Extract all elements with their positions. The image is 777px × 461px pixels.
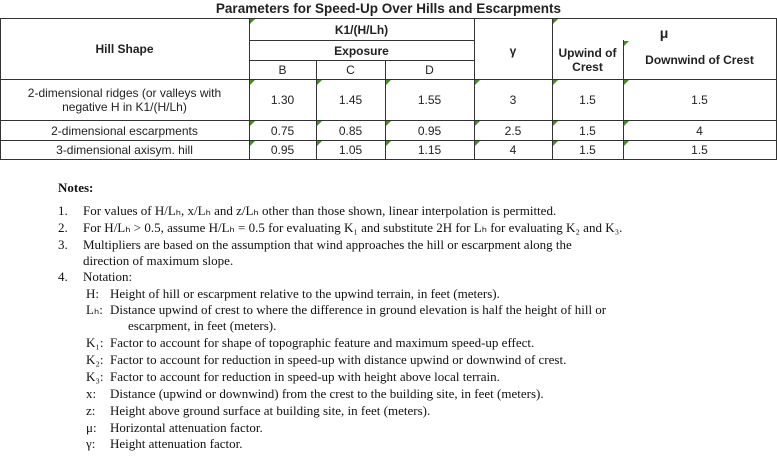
notation-text: Height of hill or escarpment relative to the upwind terrain, in feet (meters). (110, 286, 500, 301)
row-3-d: 1.15 (417, 143, 442, 157)
notation-symbol: z: (86, 403, 96, 418)
note-text: Notation: (83, 269, 133, 284)
notation-symbol: γ: (86, 436, 96, 451)
cell-marker (624, 141, 629, 146)
cell-marker (553, 121, 558, 126)
table-title: Parameters for Speed-Up Over Hills and Escarpments (215, 1, 562, 16)
cell-marker (250, 19, 255, 24)
upwind-header: Upwind of Crest (558, 46, 617, 74)
row-3-c: 1.05 (338, 143, 363, 157)
notation-symbol: Lₕ: (86, 302, 103, 317)
notation-text: Distance upwind of crest to where the difference in ground elevation is half the height of hill or (110, 302, 607, 317)
cell-marker (624, 41, 629, 46)
row-3-shape: 3-dimensional axisym. hill (56, 143, 193, 157)
speed-up-table (0, 0, 777, 160)
row-1-c: 1.45 (338, 93, 363, 107)
cell-marker (624, 80, 629, 85)
note-text: Multipliers are based on the assumption that wind approaches the hill or escarpment along the (83, 237, 572, 252)
notation-text: Height attenuation factor. (110, 436, 243, 451)
row-3-downwind: 1.5 (691, 143, 708, 157)
notation-symbol: K₃: (86, 369, 104, 384)
cell-marker (250, 121, 255, 126)
cell-marker (624, 121, 629, 126)
cell-marker (475, 121, 480, 126)
row-2-c: 0.85 (338, 123, 363, 138)
notation-symbol: H: (86, 286, 99, 301)
cell-marker (553, 19, 558, 24)
notation-symbol: K₁: (86, 335, 104, 350)
row-2-shape: 2-dimensional escarpments (51, 123, 198, 138)
note-text: direction of maximum slope. (83, 253, 234, 268)
exposure-header: Exposure (334, 43, 389, 58)
cell-marker (475, 141, 480, 146)
row-1-shape: 2-dimensional ridges (or valleys with negative H in K1/(H/Lh) (27, 86, 222, 114)
cell-marker (386, 121, 391, 126)
notation-text: escarpment, in feet (meters). (128, 318, 277, 333)
cell-marker (553, 80, 558, 85)
note-number: 4. (58, 269, 68, 284)
note-number: 1. (58, 203, 68, 218)
notation-text: Distance (upwind or downwind) from the crest to the building site, in feet (meters). (110, 386, 544, 401)
note-text: For values of H/Lₕ, x/Lₕ and z/Lₕ other than those shown, linear interpolation is permitted. (83, 203, 557, 218)
notes-heading: Notes: (58, 180, 94, 195)
cell-marker (386, 141, 391, 146)
exposure-b-header: B (278, 63, 287, 77)
notation-text: Factor to account for reduction in speed-up with distance upwind or downwind of crest. (110, 352, 567, 367)
notation-text: Height above ground surface at building site, in feet (meters). (110, 403, 431, 418)
row-1-d: 1.55 (417, 93, 442, 107)
k1-header: K1/(H/Lh) (334, 22, 389, 37)
note-number: 3. (58, 237, 68, 252)
row-2-b: 0.75 (270, 123, 295, 138)
exposure-c-header: C (346, 63, 355, 77)
notation-symbol: x: (86, 386, 97, 401)
downwind-header: Downwind of Crest (645, 53, 754, 67)
mu-header: μ (659, 24, 669, 41)
row-2-upwind: 1.5 (579, 123, 596, 138)
row-3-b: 0.95 (270, 143, 295, 157)
hill-shape-header: Hill Shape (95, 42, 154, 56)
exposure-d-header: D (425, 63, 434, 77)
row-1-gamma: 3 (509, 93, 517, 107)
note-number: 2. (58, 220, 68, 235)
cell-marker (250, 141, 255, 146)
row-1-upwind: 1.5 (579, 93, 596, 107)
cell-marker (317, 141, 322, 146)
cell-marker (553, 141, 558, 146)
notation-symbol: K₂: (86, 352, 104, 367)
notation-text: Factor to account for shape of topographic feature and maximum speed-up effect. (110, 335, 535, 350)
note-text: For H/Lₕ > 0.5, assume H/Lₕ = 0.5 for evaluating K₁ and substitute 2H for Lₕ for evaluating K₂ and K₃. (83, 220, 623, 235)
cell-marker (250, 80, 255, 85)
cell-marker (317, 80, 322, 85)
row-3-upwind: 1.5 (579, 143, 596, 157)
notation-text: Factor to account for reduction in speed-up with height above local terrain. (110, 369, 500, 384)
cell-marker (475, 80, 480, 85)
gamma-header: γ (509, 44, 517, 58)
cell-marker (317, 121, 322, 126)
table-rule (0, 159, 777, 160)
notation-symbol: μ: (86, 420, 97, 435)
row-1-b: 1.30 (270, 93, 295, 107)
row-3-gamma: 4 (509, 143, 517, 157)
notation-text: Horizontal attenuation factor. (110, 420, 263, 435)
cell-marker (386, 80, 391, 85)
row-1-downwind: 1.5 (691, 93, 708, 107)
row-2-gamma: 2.5 (504, 123, 522, 138)
row-2-downwind: 4 (696, 123, 703, 138)
row-2-d: 0.95 (417, 123, 442, 138)
